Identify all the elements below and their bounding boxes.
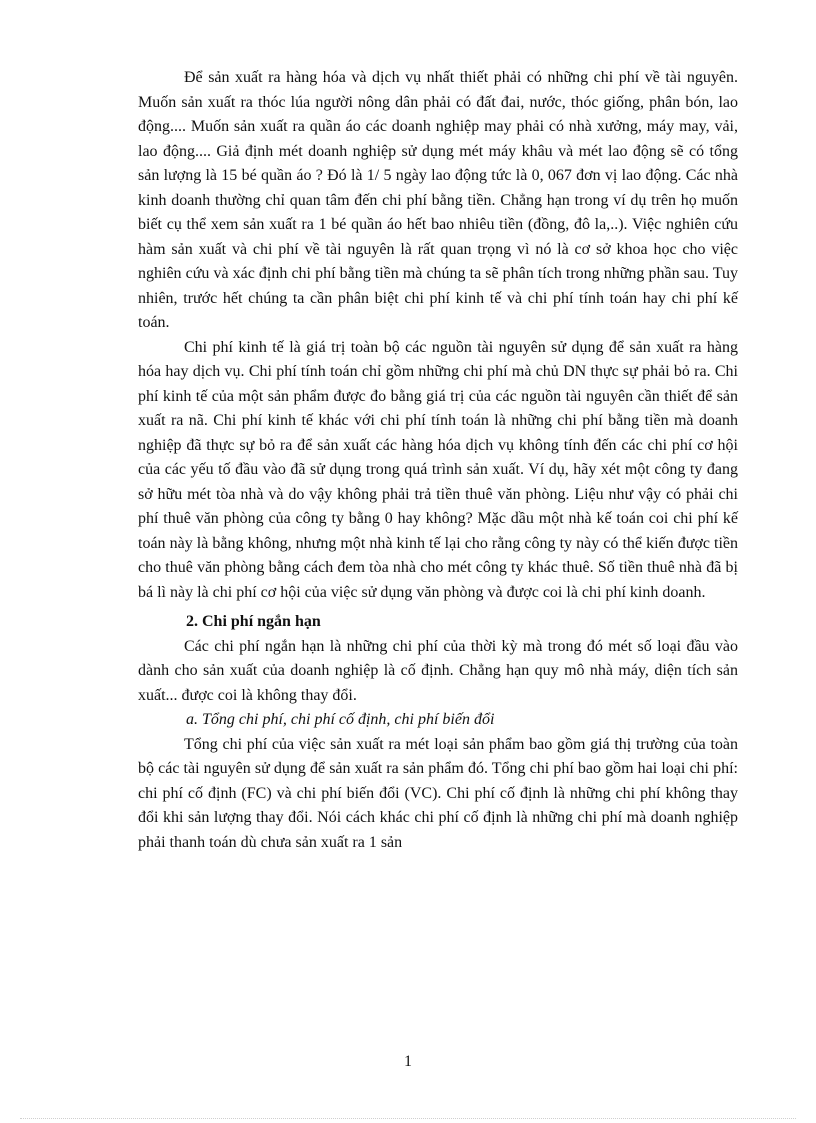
subsection-heading-total-fixed-variable: a. Tổng chi phí, chi phí cố định, chi phí biến đổi xyxy=(186,711,495,728)
paragraph-total-cost: Tổng chi phí của việc sản xuất ra mét loại sản phẩm bao gồm giá thị trường của toàn bộ các tài nguyên sử dụng để sản xuất ra sản phẩm đó. Tổng chi phí bao gồm hai loại chi phí: chi phí cố định (FC) và chi phí biến đổi (VC). Chi phí cố định là những chi phí không thay đổi khi sản lượng thay đổi. Nói cách khác chi phí cố định là những chi phí mà doanh nghiệp phải thanh toán dù chưa sản xuất ra 1 sản xyxy=(138,735,738,851)
paragraph-resource-costs: Để sản xuất ra hàng hóa và dịch vụ nhất thiết phải có những chi phí về tài nguyên. Muốn sản xuất ra thóc lúa người nông dân phải có đất đai, nước, thóc giống, phân bón, lao động.... Muốn sản xuất ra quần áo các doanh nghiệp may phải có nhà xưởng, máy may, vải, lao động.... Giả định mét doanh nghiệp sử dụng mét máy khâu và mét lao động sẽ có tổng sản lượng là 15 bé quần áo ? Đó là 1/ 5 ngày lao động tức là 0, 067 đơn vị lao động. Các nhà kinh doanh thường chỉ quan tâm đến chi phí bằng tiền. Chẳng hạn trong ví dụ trên họ muốn biết cụ thể xem sản xuất ra 1 bé quần áo hết bao nhiêu tiền (đồng, đô la,..). Việc nghiên cứu hàm sản xuất và chi phí về tài nguyên là rất quan trọng vì nó là cơ sở khoa học cho việc nghiên cứu và xác định chi phí bằng tiền mà chúng ta sẽ phân tích trong những phần sau. Tuy nhiên, trước hết chúng ta cần phân biệt chi phí kinh tế và chi phí tính toán hay chi phí kế toán. xyxy=(138,69,738,331)
paragraph-economic-costs: Chi phí kinh tế là giá trị toàn bộ các nguồn tài nguyên sử dụng để sản xuất ra hàng hóa hay dịch vụ. Chi phí tính toán chỉ gồm những chi phí mà chủ DN thực sự phải bỏ ra. Chi phí kinh tế của một sản phẩm được đo bằng giá trị của các nguồn tài nguyên cần thiết để sản xuất ra nã. Chi phí kinh tế khác với chi phí tính toán là những chi phí bằng tiền mà doanh nghiệp đã thực sự bỏ ra để sản xuất các hàng hóa dịch vụ không tính đến các chi phí cơ hội của các yếu tố đầu vào đã sử dụng trong quá trình sản xuất. Ví dụ, hãy xét một công ty đang sở hữu mét tòa nhà và do vậy không phải trả tiền thuê văn phòng. Liệu như vậy có phải chi phí thuê văn phòng của công ty bằng 0 hay không? Mặc dầu một nhà kế toán coi chi phí kế toán này là bằng không, nhưng một nhà kinh tế lại cho rằng công ty này có thể kiến được tiền cho thuê văn phòng bằng cách đem tòa nhà cho mét công ty khác thuê. Số tiền thuê nhà đã bị bá lì này là chi phí cơ hội của việc sử dụng văn phòng và được coi là chi phí kinh doanh. xyxy=(138,338,738,601)
page-number: 1 xyxy=(404,1053,412,1070)
section-heading-short-run-costs: 2. Chi phí ngắn hạn xyxy=(186,613,321,630)
paragraph-short-run-definition: Các chi phí ngắn hạn là những chi phí của thời kỳ mà trong đó mét số loại đầu vào dành cho sản xuất của doanh nghiệp là cố định. Chẳng hạn quy mô nhà máy, diện tích sản xuất... được coi là không thay đổi. xyxy=(138,637,738,704)
page-bottom-divider xyxy=(20,1118,796,1119)
document-body xyxy=(138,66,738,855)
